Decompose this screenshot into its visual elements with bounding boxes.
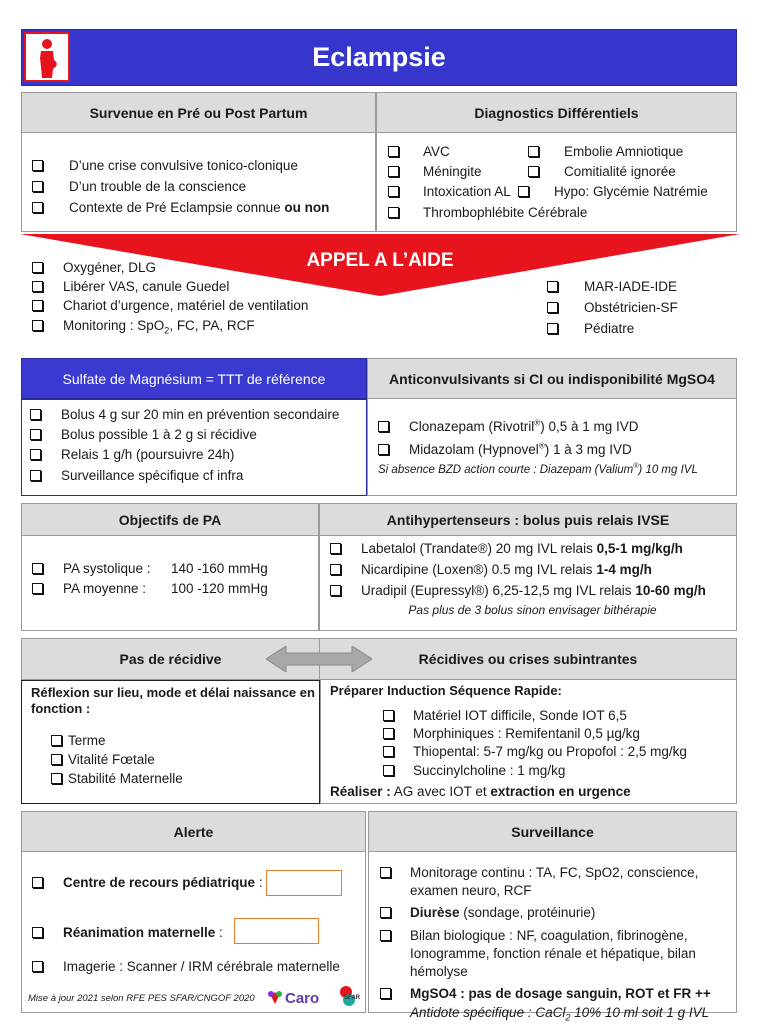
checkbox-icon[interactable] [32, 320, 43, 331]
list-item: Comitialité ignorée [528, 163, 734, 181]
objectifs-header: Objectifs de PA [22, 504, 318, 536]
recidive-right-list [383, 707, 733, 780]
list-item: Succinylcholine : 1 mg/kg [383, 762, 733, 780]
list-item: D’une crise convulsive tonico-clonique [32, 157, 372, 175]
list-item: Nicardipine (Loxen®) 0.5 mg IVL relais 1-4 mg/h [330, 561, 735, 579]
surveillance-header: Surveillance [369, 812, 736, 852]
list-item: Bolus possible 1 à 2 g si récidive [30, 426, 365, 444]
checkbox-icon[interactable] [378, 421, 389, 432]
checkbox-icon[interactable] [30, 409, 41, 420]
checkbox-icon[interactable] [528, 166, 539, 177]
anticonv-header: Anticonvulsivants si CI ou indisponibilité MgSO4 [368, 359, 736, 399]
checkbox-icon[interactable] [378, 444, 389, 455]
list-item: MgSO4 : pas de dosage sanguin, ROT et FR ++ Antidote spécifique : CaCl$_2$ 10% 10 ml soit 1 g IVL [380, 985, 732, 1023]
list-item: Pédiatre [547, 320, 727, 338]
reanimation-input[interactable] [234, 918, 319, 944]
checkbox-icon[interactable] [32, 927, 43, 938]
list-item: Uradipil (Eupressyl®) 6,25-12,5 mg IVL relais 10-60 mg/h [330, 582, 735, 600]
list-item: Thiopental: 5-7 mg/kg ou Propofol : 2,5 mg/kg [383, 743, 733, 761]
checkbox-icon[interactable] [32, 961, 43, 972]
checkbox-icon[interactable] [51, 754, 62, 765]
list-item: Bolus 4 g sur 20 min en prévention secondaire [30, 406, 365, 424]
list-item: Intoxication AL [388, 183, 528, 201]
checkbox-icon[interactable] [32, 877, 43, 888]
checkbox-icon[interactable] [388, 166, 399, 177]
preparer-text: Préparer Induction Séquence Rapide: [330, 683, 562, 698]
checkbox-icon[interactable] [30, 449, 41, 460]
checkbox-icon[interactable] [380, 930, 391, 941]
checkbox-icon[interactable] [330, 585, 341, 596]
list-item: Diurèse (sondage, protéinurie) [380, 904, 732, 922]
antihyper-header: Antihypertenseurs : bolus puis relais IVSE [320, 504, 736, 536]
centre-input[interactable] [266, 870, 342, 896]
footer-update: Mise à jour 2021 selon RFE PES SFAR/CNGOF 2020 [28, 993, 255, 1004]
checkbox-icon[interactable] [547, 281, 558, 292]
list-item: MAR-IADE-IDE [547, 278, 727, 296]
diagnostics-right [528, 143, 734, 202]
list-item: Chariot d’urgence, matériel de ventilation [32, 297, 372, 315]
objectifs-list [32, 560, 316, 598]
checkbox-icon[interactable] [51, 735, 62, 746]
diagnostics-left [388, 143, 588, 222]
checkbox-icon[interactable] [380, 907, 391, 918]
checkbox-icon[interactable] [383, 746, 394, 757]
double-arrow-icon [266, 646, 372, 672]
imagerie-row: Imagerie : Scanner / IRM cérébrale maternelle [32, 958, 367, 976]
checkbox-icon[interactable] [330, 564, 341, 575]
list-item: Terme [51, 732, 311, 750]
list-item: Midazolam (Hypnovel®) 1 à 3 mg IVD [378, 441, 733, 459]
checkbox-icon[interactable] [32, 563, 43, 574]
antihyper-list [330, 540, 735, 617]
appel-label: APPEL A L’AIDE [306, 250, 454, 271]
list-item: Embolie Amniotique [528, 143, 734, 161]
list-item: Monitorage continu : TA, FC, SpO2, conscience, examen neuro, RCF [380, 864, 732, 900]
checkbox-icon[interactable] [32, 583, 43, 594]
list-item: Obstétricien-SF [547, 299, 727, 317]
checkbox-icon[interactable] [51, 773, 62, 784]
page-title: Eclampsie [312, 42, 446, 72]
list-item: Bilan biologique : NF, coagulation, fibrinogène, Ionogramme, fonction rénale et hépatique, bilan hémolyse [380, 927, 732, 982]
list-item: Clonazepam (Rivotril®) 0,5 à 1 mg IVD [378, 418, 733, 436]
anticonv-list [378, 418, 733, 476]
list-item: Stabilité Maternelle [51, 770, 311, 788]
checkbox-icon[interactable] [32, 202, 43, 213]
checkbox-icon[interactable] [32, 300, 43, 311]
checkbox-icon[interactable] [388, 207, 399, 218]
checkbox-icon[interactable] [32, 281, 43, 292]
list-item: Méningite [388, 163, 528, 181]
recidive-right-header: Récidives ou crises subintrantes [320, 638, 737, 680]
checkbox-icon[interactable] [32, 262, 43, 273]
centre-row: Centre de recours pédiatrique : [32, 874, 362, 892]
checkbox-icon[interactable] [32, 181, 43, 192]
appel-left-list [32, 259, 372, 336]
antihyper-note: Pas plus de 3 bolus sinon envisager bithérapie [408, 602, 657, 617]
survenue-list [32, 157, 372, 218]
list-item: Contexte de Pré Eclampsie connue ou non [32, 199, 372, 217]
list-item: D’un trouble de la conscience [32, 178, 372, 196]
checkbox-icon[interactable] [30, 470, 41, 481]
checkbox-icon[interactable] [30, 429, 41, 440]
checkbox-icon[interactable] [380, 988, 391, 999]
checkbox-icon[interactable] [528, 146, 539, 157]
checkbox-icon[interactable] [32, 160, 43, 171]
list-item: Oxygéner, DLG [32, 259, 372, 277]
list-item: Hypo: Glycémie Natrémie [528, 183, 734, 201]
appel-right-list [547, 278, 727, 339]
list-item: Thrombophlébite Cérébrale [388, 204, 708, 222]
surveillance-list [380, 864, 732, 1023]
sfar-logo: SFAR [336, 985, 366, 1015]
list-item: Surveillance spécifique cf infra [30, 467, 365, 485]
checkbox-icon[interactable] [383, 765, 394, 776]
list-item: PA moyenne : 100 -120 mmHg [32, 580, 316, 598]
checkbox-icon[interactable] [388, 146, 399, 157]
list-item: Libérer VAS, canule Guedel [32, 278, 372, 296]
checkbox-icon[interactable] [383, 728, 394, 739]
reanimation-row: Réanimation maternelle : [32, 924, 362, 942]
diagnostics-header: Diagnostics Différentiels [377, 93, 736, 133]
anticonv-note: Si absence BZD action courte : Diazepam (Valium®) 10 mg IVL [378, 463, 698, 477]
list-item: Labetalol (Trandate®) 20 mg IVL relais 0,5-1 mg/kg/h [330, 540, 735, 558]
list-item: Morphiniques : Remifentanil 0,5 µg/kg [383, 725, 733, 743]
checkbox-icon[interactable] [547, 302, 558, 313]
checkbox-icon[interactable] [380, 867, 391, 878]
realiser-text: Réaliser : AG avec IOT et extraction en urgence [330, 784, 631, 799]
checkbox-icon[interactable] [330, 543, 341, 554]
checkbox-icon[interactable] [518, 186, 529, 197]
list-item: Relais 1 g/h (poursuivre 24h) [30, 446, 365, 464]
caro-logo: Caro [267, 988, 333, 1008]
list-item: Matériel IOT difficile, Sonde IOT 6,5 [383, 707, 733, 725]
sulfate-list [30, 406, 365, 485]
recidive-left-header: Pas de récidive [21, 638, 320, 680]
checkbox-icon[interactable] [388, 186, 399, 197]
reflexion-text: Réflexion sur lieu, mode et délai naissance en fonction : [31, 685, 315, 717]
checkbox-icon[interactable] [547, 323, 558, 334]
list-item: Vitalité Fœtale [51, 751, 311, 769]
sulfate-header: Sulfate de Magnésium = TTT de référence [21, 358, 367, 399]
list-item: PA systolique : 140 -160 mmHg [32, 560, 316, 578]
list-item: AVC [388, 143, 528, 161]
list-item: Monitoring : SpO$_2$, FC, PA, RCF [32, 317, 372, 337]
checkbox-icon[interactable] [383, 710, 394, 721]
caro-logo-icon [267, 990, 283, 1006]
alerte-header: Alerte [22, 812, 365, 852]
survenue-header: Survenue en Pré ou Post Partum [22, 93, 375, 133]
recidive-left-list [51, 732, 311, 789]
